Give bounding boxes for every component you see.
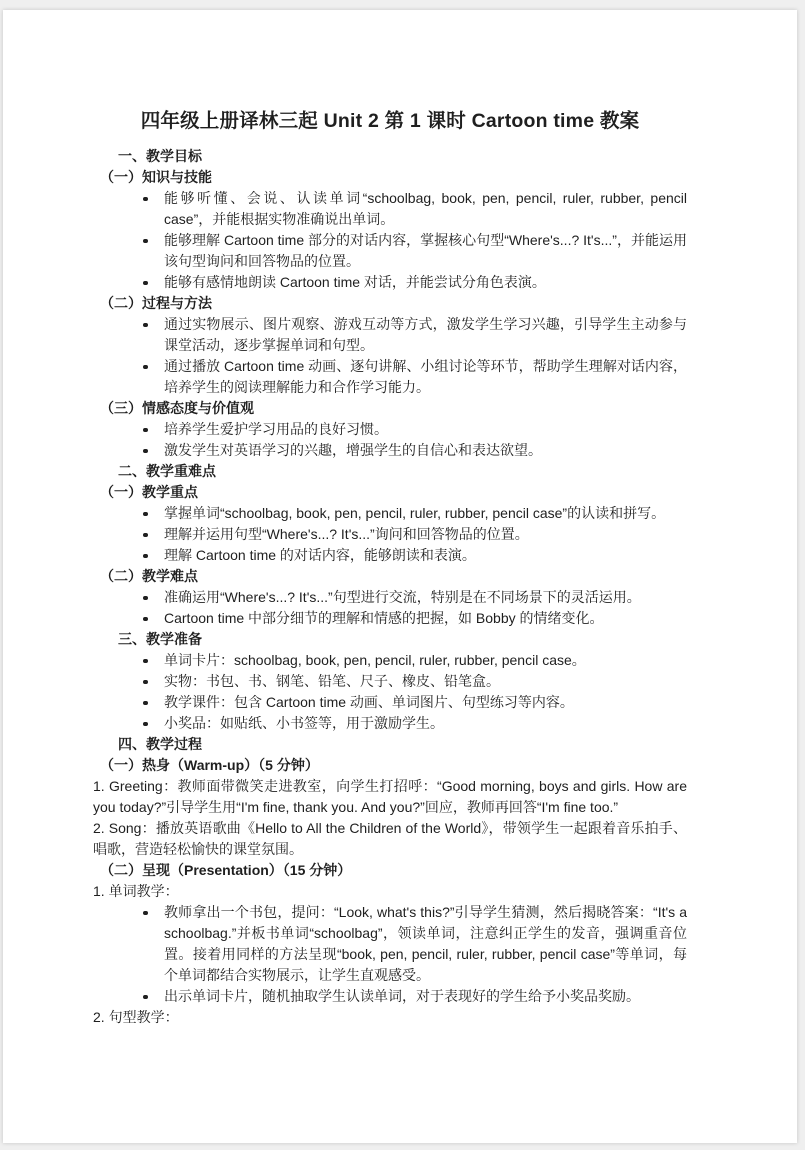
bullet-item: 实物：书包、书、钢笔、铅笔、尺子、橡皮、铅笔盒。 — [93, 671, 687, 692]
bullet-item: 理解 Cartoon time 的对话内容，能够朗读和表演。 — [93, 545, 687, 566]
bullet-item: 激发学生对英语学习的兴趣，增强学生的自信心和表达欲望。 — [93, 440, 687, 461]
section-heading: 二、教学重难点 — [118, 463, 216, 479]
sub-heading: （二）呈现（Presentation）（15 分钟） — [100, 862, 352, 878]
lesson-plan-title: 四年级上册译林三起 Unit 2 第 1 课时 Cartoon time 教案 — [140, 110, 640, 132]
document-page — [3, 10, 797, 1143]
bullet-item: 能够听懂、会说、认读单词“schoolbag, book, pen, pencil, ruler, rubber, pencil case”，并能根据实物准确说出单词。 — [93, 188, 687, 230]
bullet-item: 教师拿出一个书包，提问：“Look, what's this?”引导学生猜测，然后揭晓答案：“It's a schoolbag.”并板书单词“schoolbag”，领读单词，注意纠正学生的发音，强调重音位置。接着用同样的方法呈现“book, pen, pencil, ruler, rubber, pencil case”等单词，每个单词都结合实物展示，让学生直观感受。 — [93, 902, 687, 986]
bullet-item: 单词卡片：schoolbag, book, pen, pencil, ruler, rubber, pencil case。 — [93, 650, 687, 671]
sub-heading: （二）过程与方法 — [100, 295, 212, 311]
document-body — [93, 146, 687, 1028]
paragraph: 1. 单词教学： — [93, 883, 179, 899]
sub-heading: （一）知识与技能 — [100, 169, 212, 185]
bullet-item: 通过实物展示、图片观察、游戏互动等方式，激发学生学习兴趣，引导学生主动参与课堂活动，逐步掌握单词和句型。 — [93, 314, 687, 356]
section-heading: 四、教学过程 — [118, 736, 202, 752]
section-heading: 一、教学目标 — [118, 148, 202, 164]
bullet-item: 能够有感情地朗读 Cartoon time 对话，并能尝试分角色表演。 — [93, 272, 687, 293]
bullet-item: 能够理解 Cartoon time 部分的对话内容，掌握核心句型“Where's...? It's...”，并能运用该句型询问和回答物品的位置。 — [93, 230, 687, 272]
paragraph: 2. 句型教学： — [93, 1009, 179, 1025]
section-heading: 三、教学准备 — [118, 631, 202, 647]
bullet-item: 准确运用“Where's...? It's...”句型进行交流，特别是在不同场景下的灵活运用。 — [93, 587, 687, 608]
sub-heading: （一）热身（Warm-up）（5 分钟） — [100, 757, 319, 773]
sub-heading: （三）情感态度与价值观 — [100, 400, 254, 416]
bullet-item: 通过播放 Cartoon time 动画、逐句讲解、小组讨论等环节，帮助学生理解对话内容，培养学生的阅读理解能力和合作学习能力。 — [93, 356, 687, 398]
bullet-item: 教学课件：包含 Cartoon time 动画、单词图片、句型练习等内容。 — [93, 692, 687, 713]
bullet-item: 理解并运用句型“Where's...? It's...”询问和回答物品的位置。 — [93, 524, 687, 545]
bullet-item: 小奖品：如贴纸、小书签等，用于激励学生。 — [93, 713, 687, 734]
bullet-item: 掌握单词“schoolbag, book, pen, pencil, ruler, rubber, pencil case”的认读和拼写。 — [93, 503, 687, 524]
paragraph: 1. Greeting：教师面带微笑走进教室，向学生打招呼：“Good morning, boys and girls. How are you today?”引导学生用“I'm fine, thank you. And you?”回应，教师再回答“I'm fine too.” — [93, 778, 687, 815]
sub-heading: （二）教学难点 — [100, 568, 198, 584]
bullet-item: 培养学生爱护学习用品的良好习惯。 — [93, 419, 687, 440]
bullet-item: 出示单词卡片，随机抽取学生认读单词，对于表现好的学生给予小奖品奖励。 — [93, 986, 687, 1007]
sub-heading: （一）教学重点 — [100, 484, 198, 500]
paragraph: 2. Song：播放英语歌曲《Hello to All the Children of the World》，带领学生一起跟着音乐拍手、唱歌，营造轻松愉快的课堂氛围。 — [93, 820, 687, 857]
bullet-item: Cartoon time 中部分细节的理解和情感的把握，如 Bobby 的情绪变化。 — [93, 608, 687, 629]
